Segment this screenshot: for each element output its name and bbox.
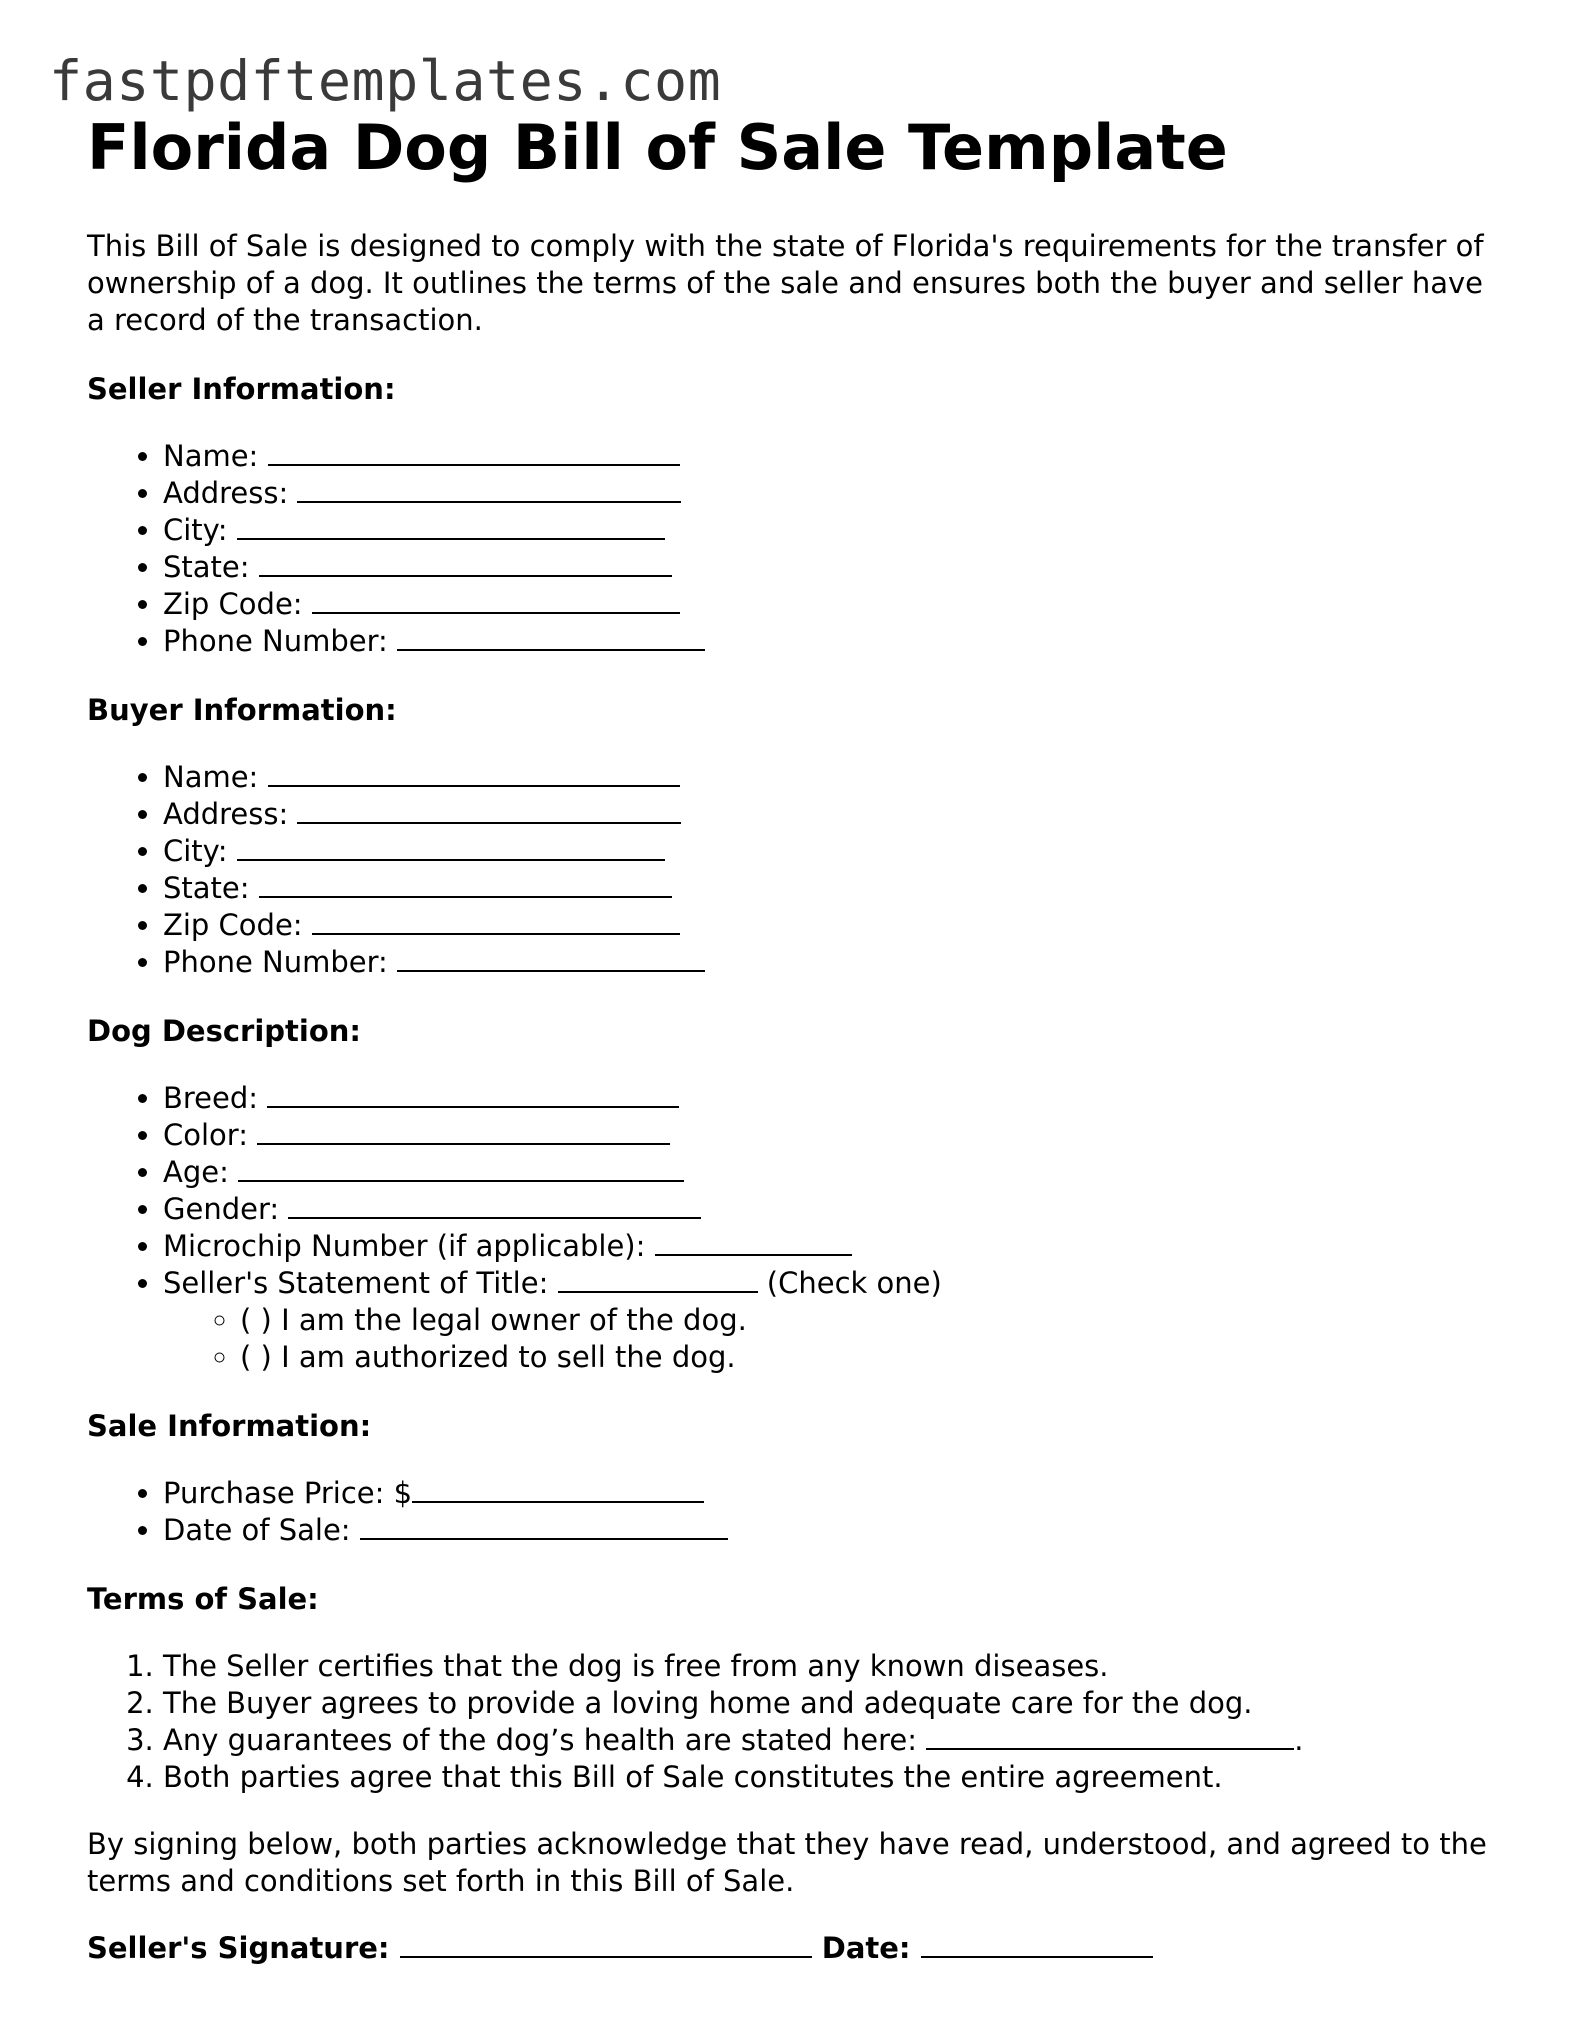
field-label: Address: bbox=[163, 797, 289, 831]
seller-name-blank[interactable] bbox=[268, 440, 680, 466]
term-item: 4. Both parties agree that this Bill of Sale constitutes the entire agreement. bbox=[163, 1759, 1507, 1796]
buyer-zip-blank[interactable] bbox=[312, 909, 680, 935]
dog-microchip-item bbox=[163, 1228, 1507, 1265]
buyer-city-blank[interactable] bbox=[237, 835, 665, 861]
buyer-state-item bbox=[163, 870, 1507, 907]
dog-color-blank[interactable] bbox=[257, 1119, 670, 1145]
sale-heading: Sale Information: bbox=[87, 1409, 372, 1443]
dog-gender-item bbox=[163, 1191, 1507, 1228]
buyer-state-blank[interactable] bbox=[259, 872, 672, 898]
seller-city-blank[interactable] bbox=[237, 514, 665, 540]
dog-age-item bbox=[163, 1154, 1507, 1191]
seller-fields bbox=[87, 438, 1507, 660]
seller-heading: Seller Information: bbox=[87, 372, 396, 406]
sale-date-blank[interactable] bbox=[360, 1514, 728, 1540]
signature-date-blank[interactable] bbox=[921, 1932, 1153, 1958]
sale-price-blank[interactable] bbox=[412, 1477, 704, 1503]
field-label: Microchip Number (if applicable): bbox=[163, 1229, 646, 1263]
signature-date-label: Date: bbox=[821, 1931, 911, 1965]
dog-breed-item bbox=[163, 1080, 1507, 1117]
dog-breed-blank[interactable] bbox=[267, 1082, 679, 1108]
seller-city-item bbox=[163, 512, 1507, 549]
intro-paragraph: This Bill of Sale is designed to comply with the state of Florida's requirements for the transfer of ownership of a dog. It outlines the terms of the sale and ensures both the buyer and seller have a record of the transaction. bbox=[87, 229, 1484, 337]
seller-signature-blank[interactable] bbox=[400, 1932, 812, 1958]
field-label: Phone Number: bbox=[163, 624, 388, 658]
seller-address-item bbox=[163, 475, 1507, 512]
field-label: Address: bbox=[163, 476, 289, 510]
seller-phone-item bbox=[163, 623, 1507, 660]
field-label: Zip Code: bbox=[163, 587, 303, 621]
field-label: Phone Number: bbox=[163, 945, 388, 979]
dog-title-item bbox=[163, 1265, 1507, 1376]
dog-title-blank[interactable] bbox=[558, 1267, 758, 1293]
acknowledgment-paragraph: By signing below, both parties acknowledge that they have read, understood, and agreed to the terms and conditions set forth in this Bill of Sale. bbox=[87, 1827, 1487, 1898]
seller-state-blank[interactable] bbox=[259, 551, 672, 577]
field-label: City: bbox=[163, 834, 228, 868]
field-label: Breed: bbox=[163, 1081, 259, 1115]
terms-heading: Terms of Sale: bbox=[87, 1582, 319, 1616]
buyer-heading: Buyer Information: bbox=[87, 693, 397, 727]
term-item: 1. The Seller certifies that the dog is free from any known diseases. bbox=[163, 1648, 1507, 1685]
seller-signature-label: Seller's Signature: bbox=[87, 1931, 390, 1965]
buyer-address-item bbox=[163, 796, 1507, 833]
dog-heading: Dog Description: bbox=[87, 1014, 362, 1048]
dog-gender-blank[interactable] bbox=[288, 1193, 701, 1219]
sale-date-item bbox=[163, 1512, 1507, 1549]
seller-address-blank[interactable] bbox=[297, 477, 681, 503]
field-label: Seller's Statement of Title: bbox=[163, 1266, 549, 1300]
buyer-city-item bbox=[163, 833, 1507, 870]
seller-name-item bbox=[163, 438, 1507, 475]
field-label: City: bbox=[163, 513, 228, 547]
terms-list bbox=[87, 1648, 1507, 1796]
field-label: Gender: bbox=[163, 1192, 280, 1226]
seller-zip-blank[interactable] bbox=[312, 588, 680, 614]
seller-phone-blank[interactable] bbox=[397, 625, 705, 651]
dog-microchip-blank[interactable] bbox=[655, 1230, 852, 1256]
term-item: 2. The Buyer agrees to provide a loving home and adequate care for the dog. bbox=[163, 1685, 1507, 1722]
buyer-address-blank[interactable] bbox=[297, 798, 681, 824]
field-label: Color: bbox=[163, 1118, 248, 1152]
sale-fields bbox=[87, 1475, 1507, 1549]
buyer-phone-blank[interactable] bbox=[397, 946, 705, 972]
field-label: Name: bbox=[163, 439, 259, 473]
watermark: fastpdftemplates.com bbox=[49, 49, 722, 113]
sale-price-item bbox=[163, 1475, 1507, 1512]
buyer-zip-item bbox=[163, 907, 1507, 944]
field-label: Name: bbox=[163, 760, 259, 794]
field-label: State: bbox=[163, 871, 250, 905]
seller-signature-line bbox=[87, 1930, 1507, 1967]
dog-color-item bbox=[163, 1117, 1507, 1154]
seller-state-item bbox=[163, 549, 1507, 586]
buyer-phone-item bbox=[163, 944, 1507, 981]
term-item: 3. Any guarantees of the dog’s health are stated here: . bbox=[163, 1722, 1507, 1759]
field-label: Purchase Price: $ bbox=[163, 1476, 413, 1510]
field-label: Zip Code: bbox=[163, 908, 303, 942]
buyer-fields bbox=[87, 759, 1507, 981]
dog-age-blank[interactable] bbox=[238, 1156, 684, 1182]
title-options bbox=[163, 1302, 1507, 1376]
option-authorized-seller[interactable]: ◦ ( ) I am authorized to sell the dog. bbox=[240, 1339, 1507, 1376]
field-label: Age: bbox=[163, 1155, 229, 1189]
seller-zip-item bbox=[163, 586, 1507, 623]
dog-fields bbox=[87, 1080, 1507, 1376]
term-text: Any guarantees of the dog’s health are stated here: bbox=[163, 1723, 918, 1757]
health-guarantee-blank[interactable] bbox=[926, 1724, 1294, 1750]
document bbox=[87, 108, 1507, 1967]
page-title: Florida Dog Bill of Sale Template bbox=[87, 111, 1228, 184]
option-legal-owner[interactable]: ◦ ( ) I am the legal owner of the dog. bbox=[240, 1302, 1507, 1339]
field-label: State: bbox=[163, 550, 250, 584]
check-one-note: (Check one) bbox=[766, 1266, 942, 1300]
buyer-name-item bbox=[163, 759, 1507, 796]
buyer-name-blank[interactable] bbox=[268, 761, 680, 787]
field-label: Date of Sale: bbox=[163, 1513, 351, 1547]
